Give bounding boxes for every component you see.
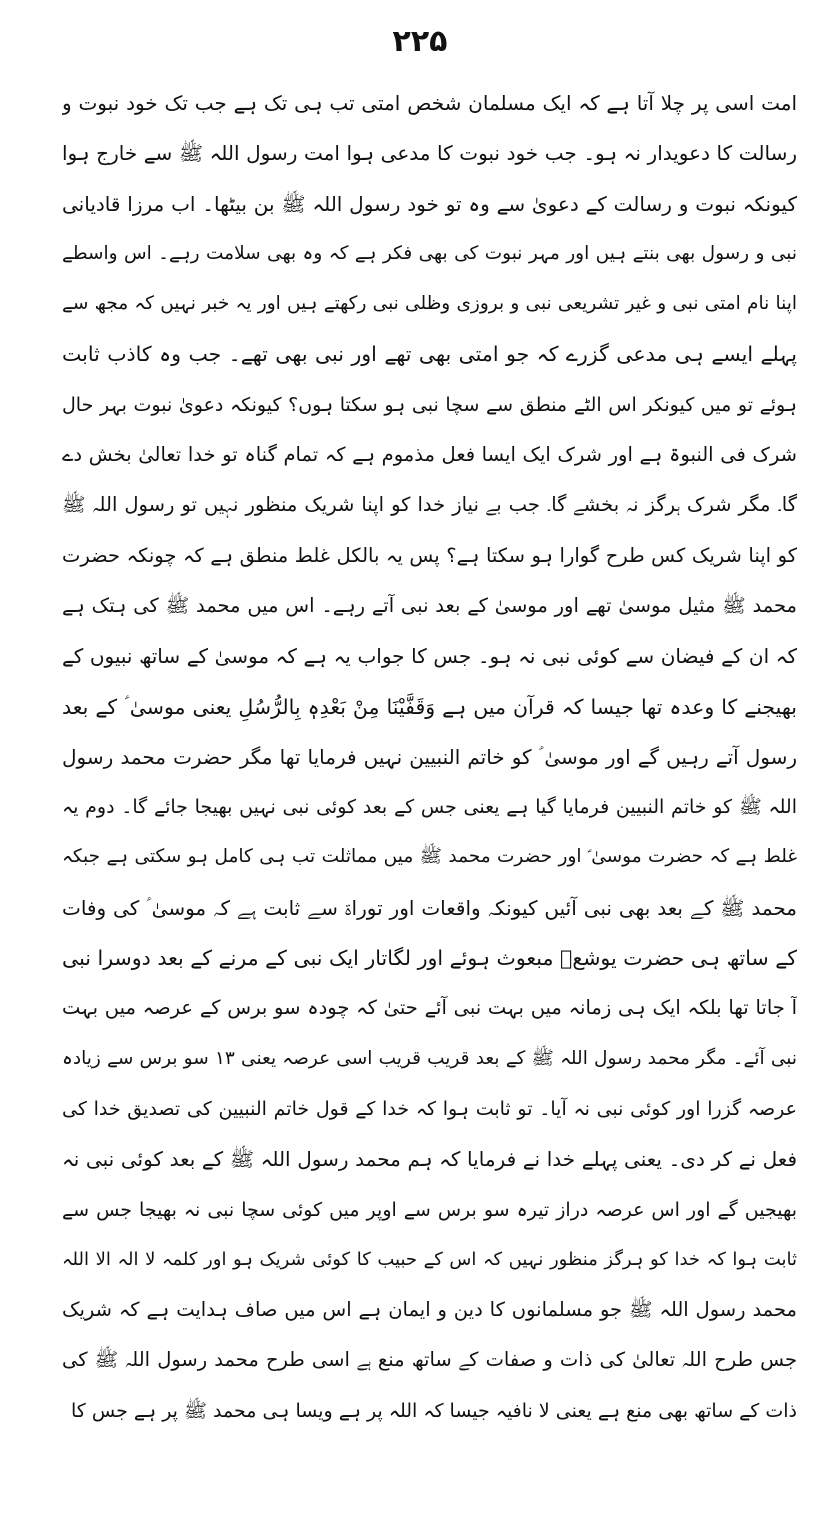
text-line: بھیجنے کا وعدہ تھا جیسا کہ قرآن میں ہے وَقَفَّیْنَا مِنْ بَعْدِہٖ بِالرُّسُلِ یعنی موسیٰ ؑ کے بعد <box>62 694 797 719</box>
text-line: غلط ہے کہ حضرت موسیٰ ؑ اور حضرت محمد ﷺ میں مماثلت تب ہی کامل ہو سکتی ہے جبکہ <box>62 846 797 868</box>
text-line: شرک فی النبوۃ ہے اور شرک ایک ایسا فعل مذموم ہے کہ تمام گناہ تو خدا تعالیٰ بخش دے <box>62 443 797 467</box>
text-line: فعل نے کر دی۔ یعنی پہلے خدا نے فرمایا کہ ہم محمد رسول اللہ ﷺ کے بعد کوئی نبی نہ <box>62 1147 797 1172</box>
text-line: ذات کے ساتھ بھی منع ہے یعنی لا نافیہ جیسا کہ اللہ پر ہے ویسا ہی محمد ﷺ پر ہے جس کا <box>71 1399 797 1422</box>
text-line: رسول آتے رہیں گے اور موسیٰ ؑ کو خاتم النبیین نہیں فرمایا تھا مگر حضرت محمد رسول <box>62 744 797 769</box>
text-line: عرصہ گزرا اور کوئی نبی نہ آیا۔ تو ثابت ہوا کہ خدا کے قول خاتم النبیین کی تصدیق خدا کی <box>62 1097 797 1120</box>
text-line: کے ساتھ ہی حضرت یوشعؑ مبعوث ہوئے اور لگاتار ایک نبی کے مرنے کے بعد دوسرا نبی <box>62 946 797 971</box>
text-line: اللہ ﷺ کو خاتم النبیین فرمایا گیا ہے یعنی جس کے بعد کوئی نبی نہیں بھیجا جائے گا۔ دوم یہ <box>62 796 797 819</box>
text-line: کیونکہ نبوت و رسالت کے دعویٰ سے وہ تو خود رسول اللہ ﷺ بن بیٹھا۔ اب مرزا قادیانی <box>62 191 797 216</box>
text-line: نبی و رسول بھی بنتے ہیں اور مہر نبوت کی بھی فکر ہے کہ وہ بھی سلامت رہے۔ اس واسطے <box>62 242 797 264</box>
text-line: امت اسی پر چلا آتا ہے کہ ایک مسلمان شخص امتی تب ہی تک ہے جب تک خود نبوت و <box>62 91 797 115</box>
text-line: پہلے ایسے ہی مدعی گزرے کہ جو امتی بھی تھے اور نبی بھی تھے۔ جب وہ کاذب ثابت <box>62 342 797 367</box>
text-line: محمد ﷺ مثیل موسیٰ تھے اور موسیٰ کے بعد نبی آتے رہے۔ اس میں محمد ﷺ کی ہتک ہے <box>62 593 797 617</box>
text-line: گا۔ مگر شرک ہرگز نہ بخشے گا۔ جب بے نیاز خدا کو اپنا شریک منظور نہیں تو رسول اللہ ﷺ <box>62 493 797 517</box>
text-line: محمد ﷺ کے بعد بھی نبی آئیں کیونکہ واقعات اور توراۃ سے ثابت ہے کہ موسیٰ ؑ کی وفات <box>62 895 797 920</box>
text-line: رسالت کا دعویدار نہ ہو۔ جب خود نبوت کا مدعی ہوا امت رسول اللہ ﷺ سے خارج ہوا <box>62 141 797 166</box>
text-line: اپنا نام امتی نبی و غیر تشریعی نبی و بروزی وظلی نبی رکھتے ہیں اور یہ خبر نہیں کہ مجھ سے <box>62 293 797 315</box>
text-line: جس طرح اللہ تعالیٰ کی ذات و صفات کے ساتھ منع ہے اسی طرح محمد رسول اللہ ﷺ کی <box>62 1348 797 1372</box>
page-number: ۲۲۵ <box>392 24 448 59</box>
text-line: آ جاتا تھا بلکہ ایک ہی زمانہ میں بہت نبی آئے حتیٰ کہ چودہ سو برس کے عرصہ میں بہت <box>62 996 797 1020</box>
text-line: ہوئے تو میں کیونکر اس الٹے منطق سے سچا نبی ہو سکتا ہوں؟ کیونکہ دعویٰ نبوت بہر حال <box>62 393 797 416</box>
text-line: نبی آئے۔ مگر محمد رسول اللہ ﷺ کے بعد قریب قریب اسی عرصہ یعنی ۱۳ سو برس سے زیادہ <box>62 1047 797 1069</box>
text-line: کہ ان کے فیضان سے کوئی نبی نہ ہو۔ جس کا جواب یہ ہے کہ موسیٰ کے ساتھ نبیوں کے <box>62 644 797 669</box>
body-text <box>62 78 797 1436</box>
text-line: بھیجیں گے اور اس عرصہ دراز تیرہ سو برس سے اوپر میں کوئی سچا نبی نہ بھیجا جس سے <box>62 1198 797 1221</box>
text-line: ثابت ہوا کہ خدا کو ہرگز منظور نہیں کہ اس کے حبیب کا کوئی شریک ہو اور کلمہ لا الہ الا اللہ <box>62 1248 797 1270</box>
text-line: محمد رسول اللہ ﷺ جو مسلمانوں کا دین و ایمان ہے اس میں صاف ہدایت ہے کہ شریک <box>62 1298 797 1322</box>
text-line: کو اپنا شریک کس طرح گوارا ہو سکتا ہے؟ پس یہ بالکل غلط منطق ہے کہ چونکہ حضرت <box>62 543 797 567</box>
